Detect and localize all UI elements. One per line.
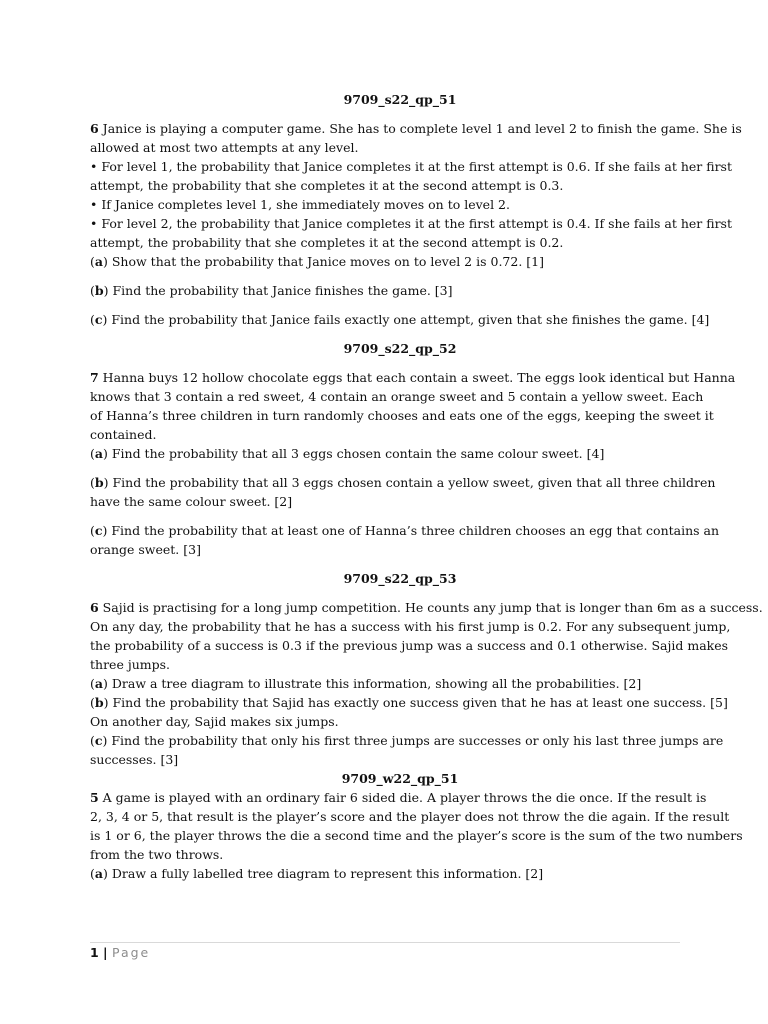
footer-separator: |	[98, 945, 112, 960]
question-section	[90, 569, 763, 769]
question-number: 6	[90, 121, 99, 136]
paper-reference-heading: 9709_s22_qp_51	[343, 92, 457, 107]
question-number: 6	[90, 600, 99, 615]
question-text: from the two throws.	[90, 847, 224, 862]
question-part: (a) Show that the probability that Janice moves on to level 2 is 0.72. [1]	[90, 254, 544, 269]
question-text: allowed at most two attempts at any level.	[90, 140, 359, 155]
question-number: 7	[90, 370, 99, 385]
question-part: (a) Find the probability that all 3 eggs chosen contain the same colour sweet. [4]	[90, 446, 605, 461]
question-text: knows that 3 contain a red sweet, 4 contain an orange sweet and 5 contain a yellow sweet. Each	[90, 389, 704, 404]
question-text: three jumps.	[90, 657, 170, 672]
question-text: On any day, the probability that he has a success with his first jump is 0.2. For any subsequent jump,	[90, 619, 731, 634]
question-part: (c) Find the probability that only his first three jumps are successes or only his last three jumps are	[90, 733, 724, 748]
question-part-continuation: have the same colour sweet. [2]	[90, 494, 293, 509]
bullet-item: • If Janice completes level 1, she immediately moves on to level 2.	[90, 197, 510, 212]
question-part: (c) Find the probability that Janice fails exactly one attempt, given that she finishes the game. [4]	[90, 312, 710, 327]
question-text: 7 Hanna buys 12 hollow chocolate eggs that each contain a sweet. The eggs look identical but Hanna	[90, 370, 736, 385]
bullet-item: attempt, the probability that she completes it at the second attempt is 0.2.	[90, 235, 564, 250]
question-section	[90, 90, 742, 329]
question-text: 2, 3, 4 or 5, that result is the player’s score and the player does not throw the die again. If the result	[90, 809, 730, 824]
page-label: Page	[111, 945, 151, 960]
part-letter: b	[94, 283, 104, 298]
question-number: 5	[90, 790, 99, 805]
document-content	[90, 90, 763, 883]
question-text: 6 Sajid is practising for a long jump competition. He counts any jump that is longer than 6m as a success.	[90, 600, 763, 615]
question-part: (a) Draw a fully labelled tree diagram to represent this information. [2]	[90, 866, 544, 881]
question-part: (b) Find the probability that Sajid has exactly one success given that he has at least one success. [5]	[90, 695, 728, 710]
question-text: is 1 or 6, the player throws the die a second time and the player’s score is the sum of the two numbers	[90, 828, 743, 843]
question-part-continuation: orange sweet. [3]	[90, 542, 201, 557]
part-letter: c	[94, 312, 103, 327]
question-part: (b) Find the probability that all 3 eggs chosen contain a yellow sweet, given that all three children	[90, 475, 716, 490]
question-text: contained.	[90, 427, 157, 442]
part-letter: a	[94, 446, 103, 461]
page-footer	[90, 942, 680, 960]
bullet-item: attempt, the probability that she completes it at the second attempt is 0.3.	[90, 178, 564, 193]
part-letter: b	[94, 695, 104, 710]
paper-reference-heading: 9709_s22_qp_52	[343, 341, 457, 356]
question-section	[90, 769, 743, 883]
bullet-item: • For level 2, the probability that Janice completes it at the first attempt is 0.4. If she fails at her first	[90, 216, 732, 231]
question-text: On another day, Sajid makes six jumps.	[90, 714, 339, 729]
question-text: 6 Janice is playing a computer game. She has to complete level 1 and level 2 to finish the game. She is	[90, 121, 742, 136]
question-section	[90, 339, 736, 559]
question-part: (a) Draw a tree diagram to illustrate this information, showing all the probabilities. [2]	[90, 676, 642, 691]
page-number: 1	[90, 945, 99, 960]
question-text: the probability of a success is 0.3 if the previous jump was a success and 0.1 otherwise. Sajid makes	[90, 638, 729, 653]
part-letter: a	[94, 254, 103, 269]
question-part-continuation: successes. [3]	[90, 752, 179, 767]
question-text: of Hanna’s three children in turn randomly chooses and eats one of the eggs, keeping the sweet it	[90, 408, 714, 423]
paper-reference-heading: 9709_w22_qp_51	[341, 771, 459, 786]
paper-reference-heading: 9709_s22_qp_53	[343, 571, 457, 586]
question-part: (b) Find the probability that Janice finishes the game. [3]	[90, 283, 453, 298]
part-letter: b	[94, 475, 104, 490]
part-letter: a	[94, 866, 103, 881]
part-letter: c	[94, 733, 103, 748]
question-text: 5 A game is played with an ordinary fair 6 sided die. A player throws the die once. If the result is	[90, 790, 707, 805]
part-letter: c	[94, 523, 103, 538]
part-letter: a	[94, 676, 103, 691]
bullet-item: • For level 1, the probability that Janice completes it at the first attempt is 0.6. If she fails at her first	[90, 159, 732, 174]
question-part: (c) Find the probability that at least one of Hanna’s three children chooses an egg that contains an	[90, 523, 720, 538]
